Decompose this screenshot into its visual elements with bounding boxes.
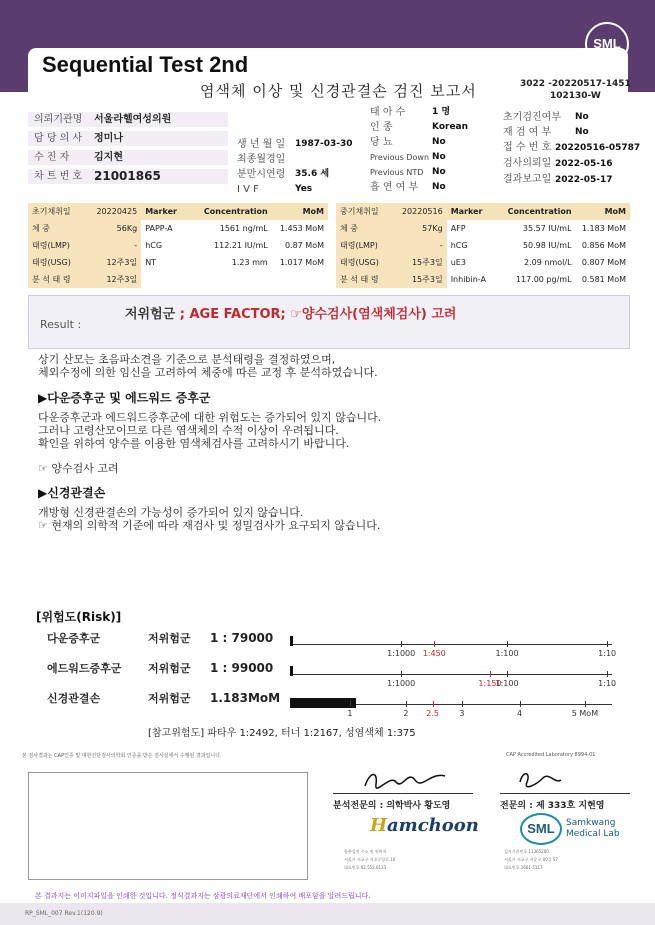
info-value: No — [432, 167, 446, 177]
risk-tick-label: 4 — [517, 709, 523, 718]
info-value: 서울라헬여성의원 — [94, 114, 172, 125]
marker-cell: uE3 — [450, 258, 466, 267]
info-value: 2022-05-16 — [555, 159, 613, 169]
marker-cell: 20220516 — [398, 203, 447, 220]
result-text — [125, 303, 456, 322]
marker-cell: hCG — [145, 241, 163, 250]
body-line: ☞ 현재의 의학적 기준에 따라 재검사 및 정밀검사가 요구되지 않습니다. — [38, 519, 381, 532]
info-label: 초기검진여부 — [503, 112, 561, 123]
info-value: Yes — [295, 184, 313, 194]
risk-axis — [290, 674, 612, 675]
marker-row — [336, 220, 630, 237]
risk-tick — [401, 671, 402, 677]
marker-cell: 1.453 MoM — [279, 224, 324, 233]
risk-name: 신경관결손 — [47, 692, 101, 705]
risk-bar — [290, 698, 356, 708]
result-factor: ; AGE FACTOR; — [179, 307, 291, 322]
risk-level: 저위험군 — [148, 692, 191, 705]
risk-tick-label: 1:100 — [495, 649, 519, 658]
risk-name: 에드워드증후군 — [47, 662, 122, 675]
risk-value: 1 : 79000 — [210, 631, 274, 645]
marker-row — [336, 237, 630, 254]
risk-tick-label: 3 — [459, 709, 465, 718]
info-row — [237, 182, 367, 197]
marker-row — [336, 271, 630, 288]
info-value: No — [432, 152, 446, 162]
risk-tick — [607, 641, 608, 647]
memo-box — [28, 772, 308, 880]
marker-row — [28, 220, 328, 237]
interpretation — [38, 353, 628, 532]
marker-cell: 0.87 MoM — [284, 241, 324, 250]
risk-level: 저위험군 — [148, 662, 191, 675]
marker-cell: 0.581 MoM — [581, 275, 626, 284]
risk-tick — [585, 701, 586, 707]
risk-tick-label: 1 — [347, 709, 353, 718]
risk-tick — [507, 641, 508, 647]
result-label: Result : — [40, 318, 82, 331]
signature-line-2 — [500, 793, 630, 794]
body-line: ☞ 양수검사 고려 — [38, 462, 119, 475]
risk-tick — [401, 641, 402, 647]
second-trimester-table — [336, 203, 630, 288]
info-value: No — [575, 112, 589, 122]
info-row — [237, 152, 367, 167]
info-row — [28, 131, 228, 146]
risk-marker — [290, 666, 293, 676]
info-row — [28, 150, 228, 165]
marker-cell: hCG — [450, 241, 468, 250]
risk-tick-label: 2 — [403, 709, 409, 718]
risk-tick — [507, 671, 508, 677]
report-title: Sequential Test 2nd — [42, 52, 249, 77]
info-label: Previous Down — [370, 153, 430, 162]
info-mid — [237, 137, 367, 197]
marker-cell: 15주3일 — [398, 254, 447, 271]
risk-name: 다운증후군 — [47, 632, 101, 645]
marker-cell: 분 석 태 령 — [28, 271, 92, 288]
info-value: 20220516-05787 — [555, 143, 641, 153]
info-row — [28, 169, 228, 184]
report-number-line1: 3022 -20220517-1451 — [520, 79, 631, 89]
marker-row — [28, 254, 328, 271]
info-value: No — [432, 182, 446, 192]
info-label: 담 당 의 사 — [34, 133, 83, 144]
marker-cell — [272, 271, 328, 288]
signature-caption-1: 분석전문의 : 의학박사 황도영 — [333, 801, 451, 811]
risk-tick — [434, 641, 435, 647]
section-heading-down: ▶다운증후군 및 에드워드 증후군 — [38, 391, 211, 405]
info-label: 생 년 월 일 — [237, 139, 286, 150]
marker-cell: 12주3일 — [92, 254, 141, 271]
info-value: Korean — [432, 122, 469, 132]
marker-cell: 56Kg — [92, 220, 141, 237]
marker-cell: 1.23 mm — [231, 258, 268, 267]
marker-cell: MoM — [272, 203, 328, 220]
marker-cell: Marker — [447, 203, 494, 220]
marker-row — [336, 203, 630, 220]
sml-logo-text: Samkwang Medical Lab — [566, 818, 620, 839]
info-label: 수 진 자 — [34, 152, 70, 163]
marker-cell: 초기채취일 — [28, 203, 92, 220]
marker-cell: NT — [145, 258, 157, 267]
marker-cell: 태령(USG) — [336, 254, 398, 271]
info-row — [370, 150, 500, 165]
sml-logo-footer: SML — [520, 813, 562, 845]
marker-cell: 태령(LMP) — [336, 237, 398, 254]
info-row — [237, 167, 367, 182]
marker-cell: 50.98 IU/mL — [522, 241, 572, 250]
info-value: 35.6 세 — [295, 169, 330, 179]
info-label: 차 트 번 호 — [34, 171, 83, 182]
address-line: 대표번호 02.552.0123 — [344, 865, 387, 870]
marker-cell: 2.09 nmol/L — [524, 258, 572, 267]
marker-row — [336, 254, 630, 271]
info-label: 분만시연령 — [237, 169, 286, 180]
info-row — [237, 137, 367, 152]
address-line: 서울시 서초구 서초중앙로 10 — [344, 857, 396, 862]
marker-cell: 0.856 MoM — [581, 241, 626, 250]
cap-note: 본 검사결과는 CAP인증 및 대한진단검사의학회 인증을 받은 검사실에서 수행된 결과입니다. — [22, 753, 222, 759]
info-label: 흡 연 여 부 — [370, 182, 419, 193]
info-right — [503, 110, 643, 188]
body-line: 체외수정에 의한 임신을 고려하여 체중에 따른 교정 후 분석하였습니다. — [38, 366, 378, 379]
marker-cell: 1.017 MoM — [279, 258, 324, 267]
risk-tick — [490, 671, 491, 677]
info-row — [503, 110, 643, 125]
risk-marker — [290, 636, 293, 646]
info-value: 1 명 — [432, 107, 451, 117]
risk-tick — [433, 701, 434, 707]
marker-cell: PAPP-A — [145, 224, 173, 233]
hamchoon-logo: Hamchoon — [370, 815, 479, 836]
info-row — [370, 135, 500, 150]
address-line: 함춘검진 주소 및 연락처 — [344, 849, 387, 854]
risk-tick-label: 1:10 — [598, 649, 617, 658]
marker-cell: 15주3일 — [398, 271, 447, 288]
risk-title: [위험도(Risk)] — [36, 610, 122, 624]
marker-cell: 태령(USG) — [28, 254, 92, 271]
info-label: 당 뇨 — [370, 137, 393, 148]
risk-axis — [290, 704, 612, 705]
marker-cell: - — [92, 237, 141, 254]
info-row — [503, 125, 643, 140]
report-number — [520, 78, 631, 102]
info-label: 검사의뢰일 — [503, 158, 552, 169]
reference-risk: [참고위험도] 파타우 1:2492, 터너 1:2167, 성염색체 1:375 — [148, 728, 416, 739]
info-label: I V F — [237, 184, 259, 195]
info-left — [28, 112, 228, 184]
info-label: 의뢰기관명 — [34, 114, 83, 125]
marker-cell: 1561 ng/mL — [219, 224, 268, 233]
risk-axis — [290, 644, 612, 645]
info-row — [370, 105, 500, 120]
marker-cell: 0.807 MoM — [581, 258, 626, 267]
info-label: 결과보고일 — [503, 174, 552, 185]
marker-cell: 체 중 — [28, 220, 92, 237]
body-line: 개방형 신경관결손의 가능성이 증가되어 있지 않습니다. — [38, 506, 304, 519]
marker-cell: 중기채취일 — [336, 203, 398, 220]
risk-tick — [607, 671, 608, 677]
marker-cell: 35.57 IU/mL — [522, 224, 572, 233]
marker-cell: - — [398, 237, 447, 254]
info-value: 1987-03-30 — [295, 139, 353, 149]
marker-cell: Inhibin-A — [450, 275, 486, 284]
marker-cell: 57Kg — [398, 220, 447, 237]
risk-tick-label: 1:10 — [598, 679, 617, 688]
marker-cell: Concentration — [494, 203, 575, 220]
info-value: 김지현 — [94, 152, 123, 163]
marker-row — [28, 237, 328, 254]
marker-cell — [141, 271, 189, 288]
risk-tick-label: 1:150 — [478, 679, 502, 688]
marker-row — [28, 203, 328, 220]
info-value: 21001865 — [94, 169, 161, 183]
risk-value: 1 : 99000 — [210, 661, 274, 675]
marker-cell: 1.183 MoM — [581, 224, 626, 233]
risk-tick — [520, 701, 521, 707]
body-line: 확인을 위하여 양수를 이용한 염색체검사를 고려하시기 바랍니다. — [38, 437, 350, 450]
signature-caption-2: 전문의 : 제 333호 지현영 — [500, 801, 605, 811]
info-label: 인 종 — [370, 122, 393, 133]
marker-cell — [189, 271, 271, 288]
sml-logo: SML — [585, 22, 629, 66]
body-line: 다운증후군과 에드워드증후군에 대한 위험도는 증가되어 있지 않습니다. — [38, 411, 382, 424]
info-row — [28, 112, 228, 127]
address-1 — [344, 848, 395, 872]
marker-cell: 112.21 IU/mL — [214, 241, 268, 250]
risk-value: 1.183MoM — [210, 691, 281, 705]
signature-2 — [515, 768, 565, 790]
body-line: 그러나 고령산모이므로 다른 염색체의 수적 이상이 우려됩니다. — [38, 424, 339, 437]
marker-cell: 태령(LMP) — [28, 237, 92, 254]
marker-row — [28, 271, 328, 288]
risk-tick-label: 1:1000 — [387, 679, 416, 688]
info-value: 정미나 — [94, 133, 123, 144]
risk-tick — [350, 701, 351, 707]
marker-cell: AFP — [450, 224, 466, 233]
risk-level: 저위험군 — [148, 632, 191, 645]
risk-tick-label: 1:1000 — [387, 649, 416, 658]
risk-tick-label: 5 MoM — [571, 709, 599, 718]
info-row — [503, 140, 643, 156]
info-row — [370, 165, 500, 180]
signature-1 — [360, 766, 450, 792]
info-mid2 — [370, 105, 500, 195]
section-heading-ntd: ▶신경관결손 — [38, 486, 106, 500]
body-line: 상기 산모는 초음파소견을 기준으로 분석태령을 결정하였으며, — [38, 353, 336, 366]
marker-cell: 12주3일 — [92, 271, 141, 288]
info-value: No — [432, 137, 446, 147]
marker-cell: 117.00 pg/mL — [515, 275, 572, 284]
info-label: 태 아 수 — [370, 107, 406, 118]
cap-number: CAP Accredited Laboratory 8994-01 — [506, 752, 596, 758]
disclaimer: 본 결과지는 이미지파일을 인쇄한 것입니다. 정식결과지는 삼광의료재단에서 인쇄하여 배포함을 알려드립니다. — [35, 892, 371, 900]
risk-tick-label: 1:450 — [422, 649, 446, 658]
info-row — [370, 120, 500, 135]
marker-cell: 분 석 태 령 — [336, 271, 398, 288]
report-subtitle: 염색체 이상 및 신경관결손 검진 보고서 — [200, 82, 477, 100]
signature-line-1 — [333, 793, 473, 794]
info-value: 2022-05-17 — [555, 175, 613, 185]
info-value: No — [575, 127, 589, 137]
info-row — [503, 156, 643, 172]
marker-cell: 체 중 — [336, 220, 398, 237]
form-number: RP_SML_007 Rev.1(120.9) — [25, 910, 103, 917]
info-label: 재 검 여 부 — [503, 127, 552, 138]
info-row — [503, 172, 643, 188]
address-line: 검사기관번호 11365200 — [504, 849, 549, 854]
marker-cell: Marker — [141, 203, 189, 220]
address-2 — [504, 848, 558, 872]
risk-tick-label: 2.5 — [426, 709, 439, 718]
result-level: 저위험군 — [125, 307, 180, 322]
info-label: 접 수 번 호 — [503, 142, 552, 153]
marker-cell: Concentration — [189, 203, 271, 220]
address-line: 서울시 서초구 서운로 00길 57 — [504, 857, 558, 862]
info-label: 최종월경일 — [237, 154, 286, 165]
address-line: 대표번호 1661-5117 — [504, 865, 543, 870]
first-trimester-table — [28, 203, 328, 288]
info-label: Previous NTD — [370, 168, 424, 177]
marker-cell: 20220425 — [92, 203, 141, 220]
risk-tick — [462, 701, 463, 707]
marker-cell: MoM — [576, 203, 630, 220]
report-number-line2: 102130-W — [549, 91, 601, 101]
result-recommendation: ☞양수검사(염색체검사) 고려 — [290, 307, 457, 322]
info-row — [370, 180, 500, 195]
risk-tick — [406, 701, 407, 707]
risk-tick-label: 1:100 — [495, 679, 519, 688]
